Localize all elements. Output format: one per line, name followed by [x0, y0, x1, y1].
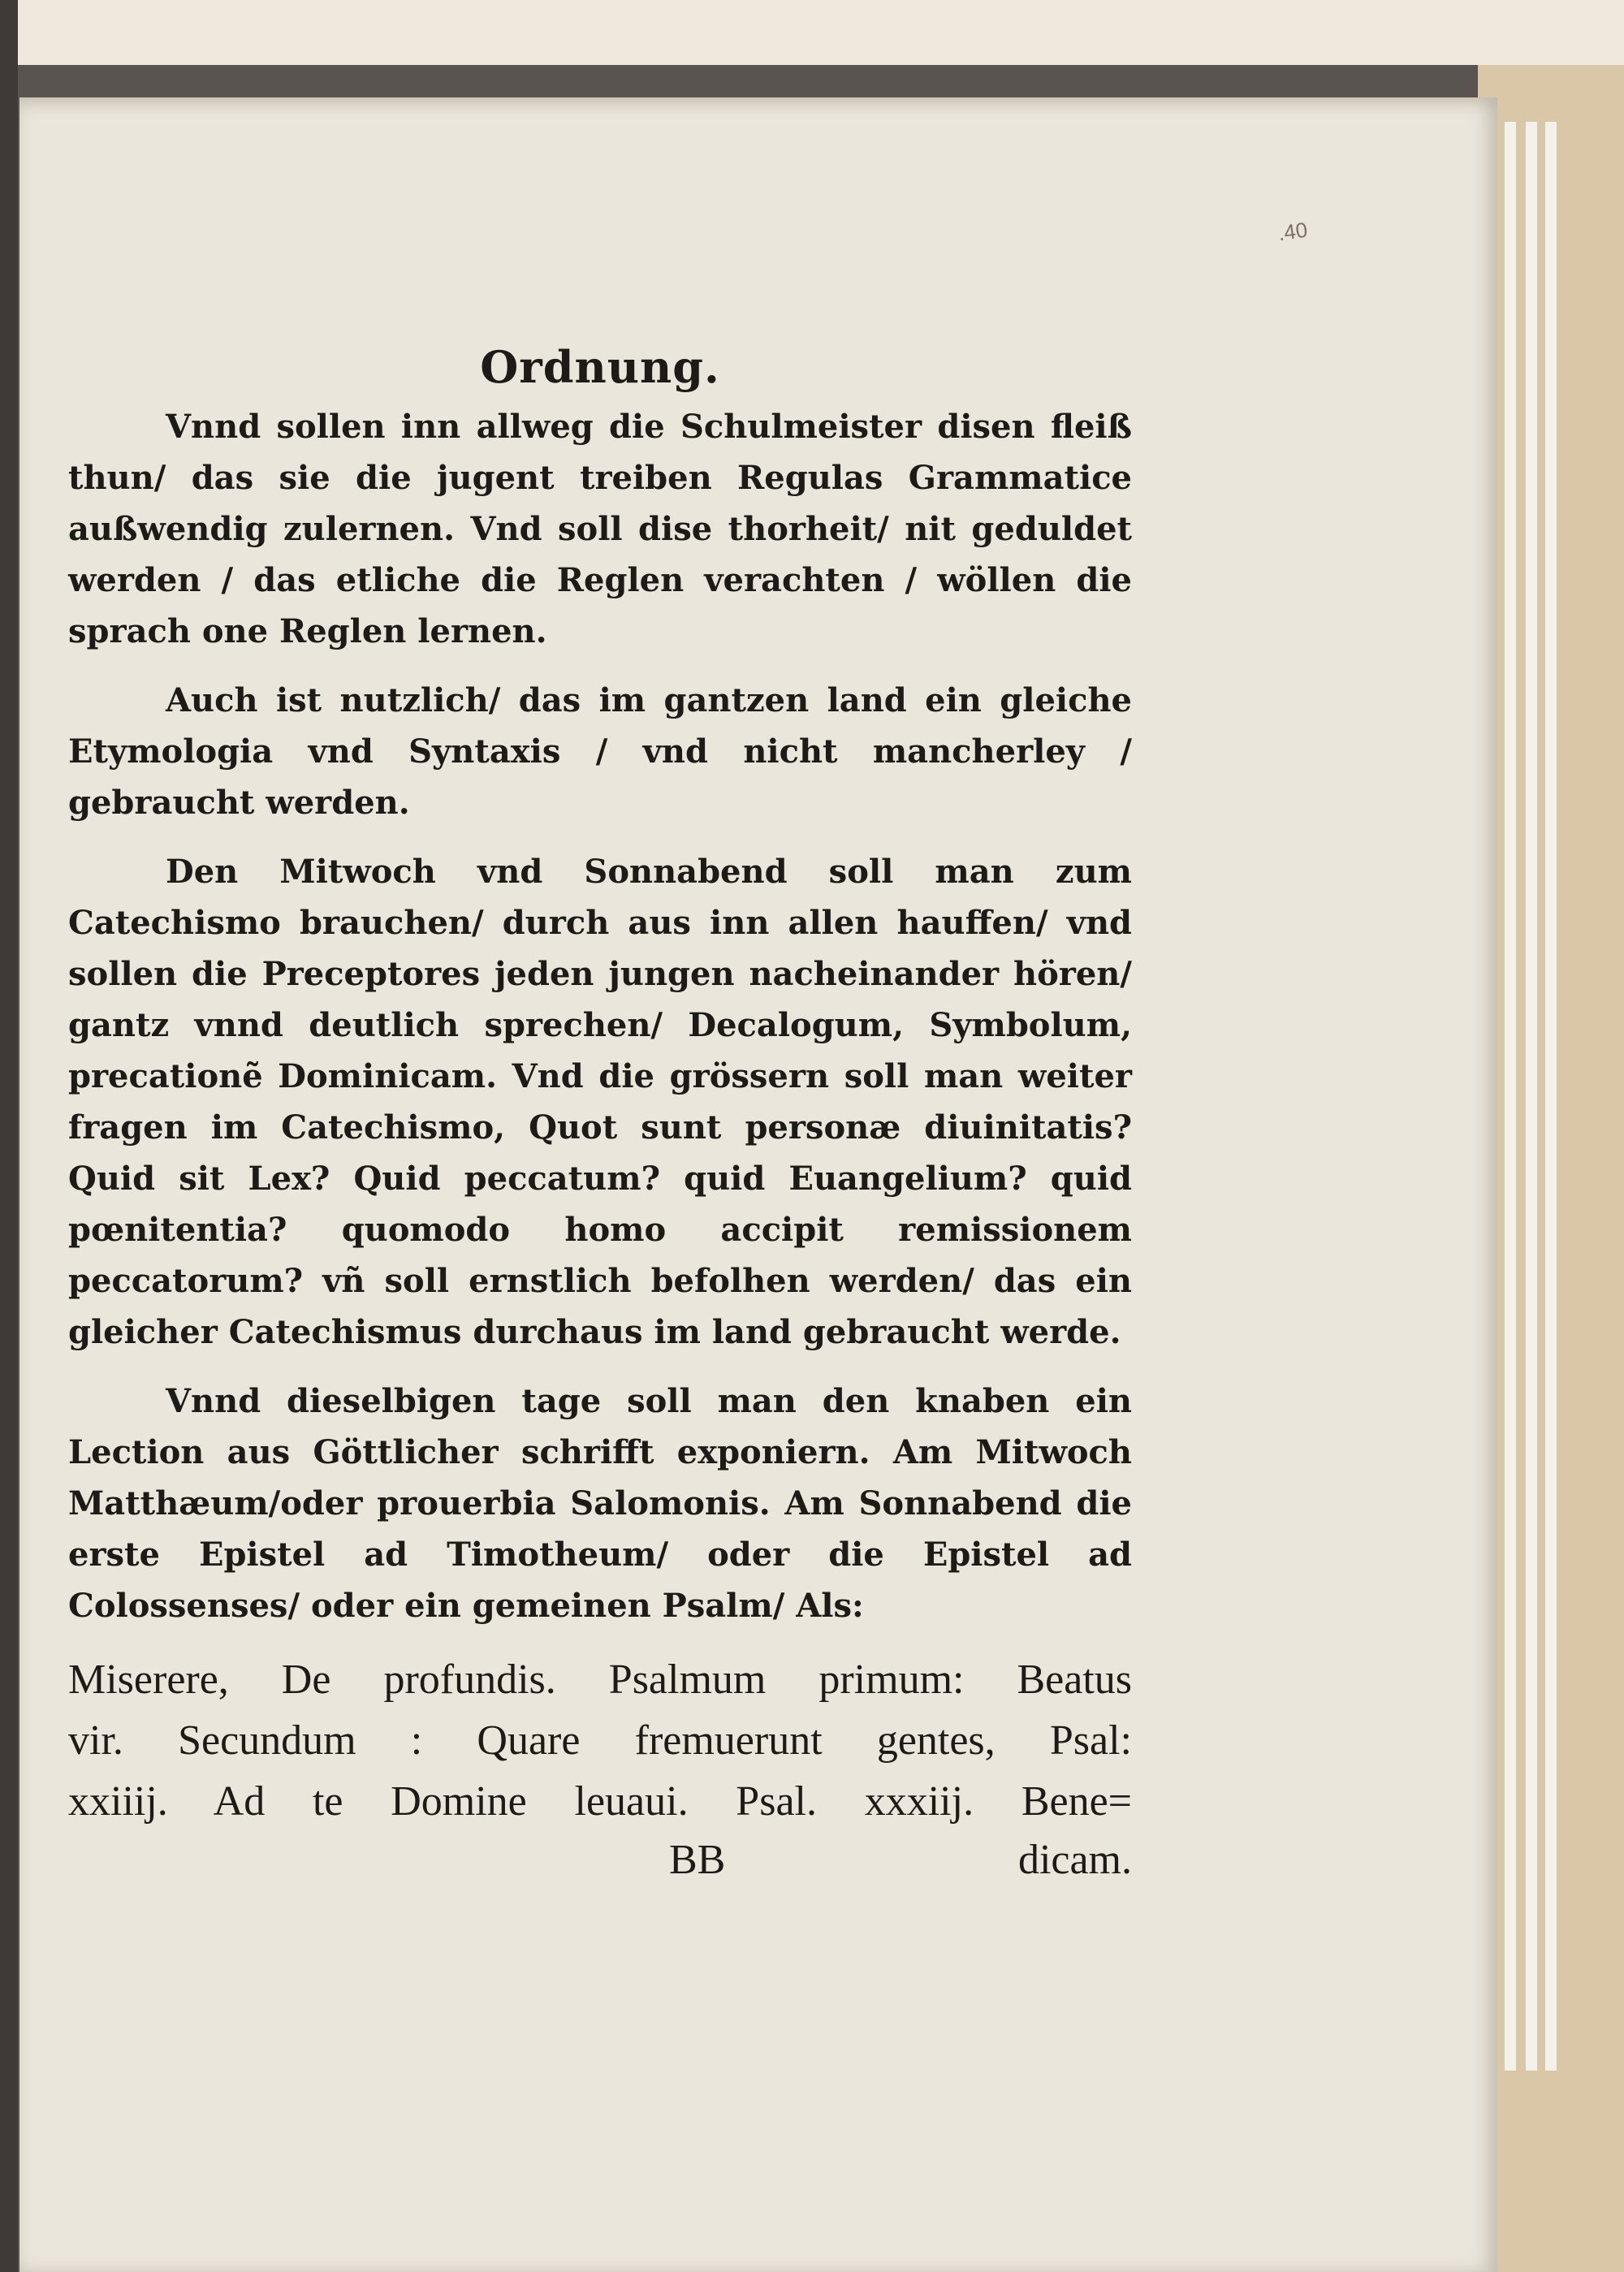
signature-mark: BB [669, 1837, 726, 1883]
paragraph: Auch ist nutzlich/ das im gantzen land ein gleiche Etymologia vnd Syntaxis / vnd nicht mancherley / gebraucht werden. [68, 681, 1132, 822]
latin-line: Miserere, De profundis. Psalmum primum: Beatus [68, 1656, 1132, 1703]
signature-row [68, 1832, 1132, 1889]
backdrop-top [0, 0, 1624, 65]
paragraph: Vnnd sollen inn allweg die Schulmeister disen fleiß thun/ das sie die jugent treiben Regulas Grammatice außwendig zulernen. Vnd soll dise thorheit/ nit geduldet werden / das etliche die Reglen verachten / wöllen die sprach one Reglen lernen. [68, 408, 1132, 650]
latin-line: vir. Secundum : Quare fremuerunt gentes, Psal: [68, 1717, 1132, 1764]
page-edge [1544, 122, 1557, 2071]
backdrop-left [0, 0, 18, 2272]
book-page [19, 97, 1497, 2272]
page-edge [1525, 122, 1537, 2071]
page-heading: Ordnung. [480, 341, 720, 393]
page-edge [1504, 122, 1516, 2071]
folio-note: .40 [1276, 217, 1309, 246]
catchword: dicam. [1017, 1837, 1132, 1883]
paragraph: Vnnd dieselbigen tage soll man den knaben ein Lection aus Göttlicher schrifft exponiern. Am Mitwoch Matthæum/oder prouerbia Salomonis. Am Sonnabend die erste Epistel ad Timotheum/ oder die Epistel ad Colossenses/ oder ein gemeinen Psalm/ Als: [68, 1382, 1132, 1625]
text-block [68, 341, 1132, 1889]
paragraph: Den Mitwoch vnd Sonnabend soll man zum Catechismo brauchen/ durch aus inn allen hauffen/ vnd sollen die Preceptores jeden jungen nacheinander hören/ gantz vnnd deutlich sprechen/ Decalogum, Symbolum, precationẽ Dominicam. Vnd die grössern soll man weiter fragen im Catechismo, Quot sunt personæ diuinitatis? Quid sit Lex? Quid peccatum? quid Euangelium? quid pœnitentia? quomodo homo accipit remissionem peccatorum? vñ soll ernstlich befolhen werden/ das ein gleicher Catechismus durchaus im land gebraucht werde. [68, 853, 1132, 1351]
latin-line: xxiiij. Ad te Domine leuaui. Psal. xxxiij. Bene= [68, 1778, 1132, 1825]
